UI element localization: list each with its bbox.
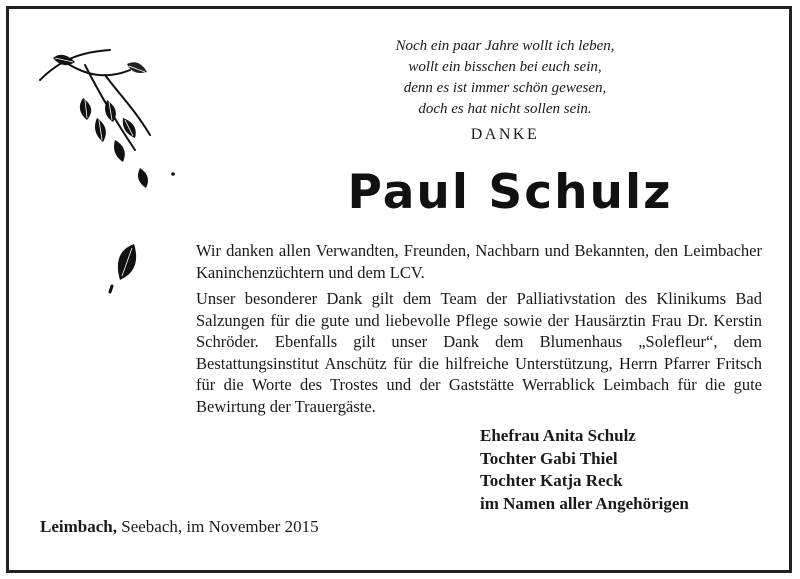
signer: im Namen aller Angehörigen [480,493,689,513]
signer: Tochter Gabi Thiel [480,448,618,468]
heading-danke: DANKE [470,126,540,143]
deceased-name: Paul Schulz [347,165,673,220]
poem-line: Noch ein paar Jahre wollt ich leben, [395,38,615,54]
place-bold: Leimbach, [40,517,117,536]
thanks-text [196,240,762,422]
place-date-rest: Seebach, im November 2015 [116,517,319,536]
birch-branch-icon [35,40,185,200]
place-date [40,517,319,537]
paragraph: Wir danken allen Verwandten, Freunden, Nachbarn und Bekannten, den Leimbacher Kaninchenzüchtern und dem LCV. [196,241,762,282]
paragraph: Unser besonderer Dank gilt dem Team der Palliativstation des Klinikums Bad Salzungen für die gute und liebevolle Pflege sowie der Hausärztin Frau Dr. Kerstin Schröder. Ebenfalls gilt unser Dank dem Blumenhaus „Solefleur“, dem Bestattungsinstitut Anschütz für die hilfreiche Unterstützung, Herrn Pfarrer Fritsch für die Worte des Trostes und der Gaststätte Werrablick Leimbach für die gute Bewirtung der Trauergäste. [196,289,762,416]
signer: Tochter Katja Reck [480,471,623,490]
poem-line: denn es ist immer schön gewesen, [403,80,607,96]
signer: Ehefrau Anita Schulz [480,426,636,445]
poem [355,36,655,120]
poem-line: doch es hat nicht sollen sein. [418,101,592,117]
poem-line: wollt ein bisschen bei euch sein, [408,59,602,75]
falling-leaf-icon [104,240,144,302]
signers-list [480,425,689,515]
